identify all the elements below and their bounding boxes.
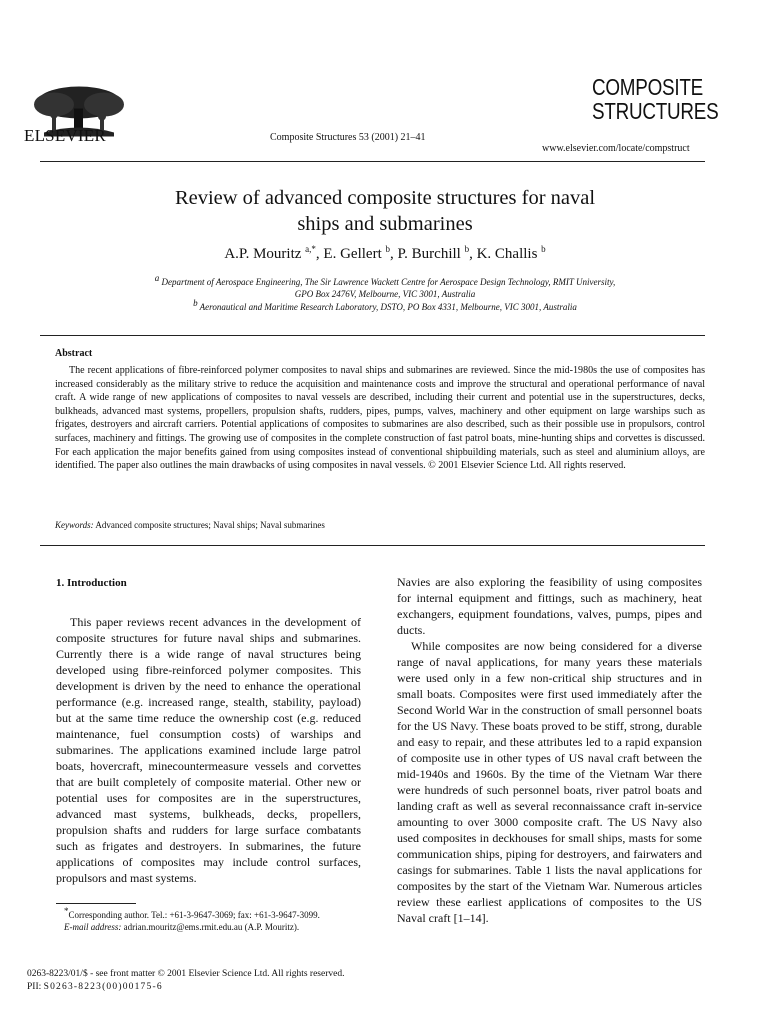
journal-brand-line2: STRUCTURES	[592, 98, 719, 124]
copyright-notice	[27, 968, 344, 994]
pii-label: PII:	[27, 982, 44, 992]
footnote-mark: *	[64, 906, 69, 916]
email-label: E-mail address:	[64, 922, 122, 932]
footnote-divider	[56, 903, 136, 904]
article-title	[90, 185, 680, 237]
keywords-label: Keywords:	[55, 520, 94, 530]
affiliation-a-line2: GPO Box 2476V, Melbourne, VIC 3001, Australia	[294, 289, 476, 299]
intro-paragraph-3: While composites are now being considered for a diverse range of naval applications, for many years these materials were used only in a few non-critical ship structures and in small boats. Composites were first used immediately after the Second World War in the construction of small personnel boats for the US Navy. These boats proved to be stiff, strong, durable and easy to repair, and these attributes led to a rapid expansion of composite use in other types of US naval craft between the mid-1940s and 1960s. By the time of the Vietnam War there were hundreds of such personnel boats, river patrol boats and landing craft as well as several reconnaissance craft in-service amounting to over 3000 composite craft. The US Navy also used composites in deckhouses for small ships, masts for some communication ships, piping for destroyers, and fairwaters and casings for submarines. Table 1 lists the naval applications for composites by the start of the Vietnam War. Numerous articles review these earliest applications of composites to the US Naval craft [1–14].	[397, 639, 702, 925]
author-affiliation-mark: b	[541, 244, 546, 254]
author-name: P. Burchill	[397, 246, 461, 262]
article-title-line1: Review of advanced composite structures for naval	[174, 187, 596, 209]
pii-value: S0263-8223(00)00175-6	[43, 982, 163, 992]
journal-brand	[592, 75, 718, 123]
journal-url[interactable]: www.elsevier.com/locate/compstruct	[542, 143, 690, 154]
abstract-top-divider	[40, 335, 705, 336]
abstract-heading: Abstract	[55, 348, 93, 359]
intro-paragraph-2: Navies are also exploring the feasibility of using composites for internal equipment and fittings, such as machinery, heat exchangers, equipment foundations, valves, pumps, pipes and ducts.	[397, 575, 702, 637]
publisher-name: ELSEVIER	[24, 126, 106, 145]
affiliation-b	[60, 298, 710, 313]
affiliation-mark: b	[193, 298, 198, 308]
affiliation-b-line1: Aeronautical and Maritime Research Laboratory, DSTO, PO Box 4331, Melbourne, VIC 3001, Australia	[199, 302, 577, 312]
author-name: E. Gellert	[323, 246, 382, 262]
left-column	[56, 614, 361, 886]
affiliation-mark: a	[154, 273, 160, 283]
keywords-list: Advanced composite structures; Naval ships; Naval submarines	[93, 520, 325, 530]
affiliation-a-line1: Department of Aerospace Engineering, The Sir Lawrence Wackett Centre for Aerospace Design Technology, RMIT University,	[161, 277, 616, 287]
affiliation-a	[60, 273, 710, 300]
author-affiliation-mark: a,*	[305, 244, 316, 254]
corresponding-author: Corresponding author. Tel.: +61-3-9647-3069; fax: +61-3-9647-3099.	[68, 910, 320, 920]
author-name: K. Challis	[476, 246, 538, 262]
right-column	[397, 574, 702, 926]
header-divider	[40, 161, 705, 162]
section-heading: 1. Introduction	[56, 577, 127, 589]
author-affiliation-mark: b	[385, 244, 390, 254]
intro-paragraph-1: This paper reviews recent advances in the development of composite structures for future naval ships and submarines. Currently there is a wide range of naval structures being developed using fibre-reinforced polymer composites. This development is driven by the need to enhance the operational performance (e.g. increased range, stealth, stability, payload) but at the same time reduce the ownership cost (e.g. reduced maintenance, fuel consumption costs) of warships and submarines. The applications examined include large patrol boats, hovercraft, minecountermeasure vessels and corvettes that are built completely of composite material. Other new or potential uses for composites are in the superstructures, advanced mast systems, bulkheads, decks, propellers, propulsion shafts and rudders for large surface combatants such as frigates and destroyers. In submarines, the future applications of composites may include control surfaces, propulsors and mast systems.	[56, 615, 361, 885]
abstract-body: The recent applications of fibre-reinforced polymer composites to naval ships and submarines are reviewed. Since the mid-1980s the use of composites has increased considerably as the military strive to reduce the acquisition and maintenance costs and improve the structural and operational performance of naval craft. A wide range of new applications of composites to naval vessels are described, including their current and potential use in the superstructures, decks, bulkheads, advanced mast systems, propellers, propulsion shafts, rudders, pipes, pumps, valves, machinery and other equipment on large warships such as frigates, destroyers and aircraft carriers. Potential applications of composites to submarines are also described, such as their possible use in propulsors, control surfaces, machinery and fittings. The growing use of composites in the complete construction of fast patrol boats, mine-hunting ships and corvettes is discussed. For each application the major benefits gained from using composites instead of conventional shipbuilding materials, such as steel and aluminium alloys, are identified. The paper also outlines the main drawbacks of using composites in naval vessels. © 2001 Elsevier Science Ltd. All rights reserved.	[55, 365, 705, 472]
copyright-line: 0263-8223/01/$ - see front matter © 2001 Elsevier Science Ltd. All rights reserved.	[27, 969, 345, 979]
journal-brand-line1: COMPOSITE	[592, 74, 703, 100]
author-affiliation-mark: b	[464, 244, 470, 254]
author-name: A.P. Mouritz	[224, 246, 302, 262]
pii-line	[27, 981, 344, 994]
footnote	[56, 906, 361, 933]
article-title-line2: ships and submarines	[297, 213, 473, 235]
author-email[interactable]: adrian.mouritz@ems.rmit.edu.au (A.P. Mouritz).	[121, 922, 300, 932]
author-list: A.P. Mouritz $^{a,*}$, E. Gellert $^b$, P. Burchill $^b$, K. Challis $^b$	[224, 244, 546, 262]
abstract-bottom-divider	[40, 545, 705, 546]
journal-citation: Composite Structures 53 (2001) 21–41	[270, 132, 426, 143]
keywords	[55, 520, 325, 530]
